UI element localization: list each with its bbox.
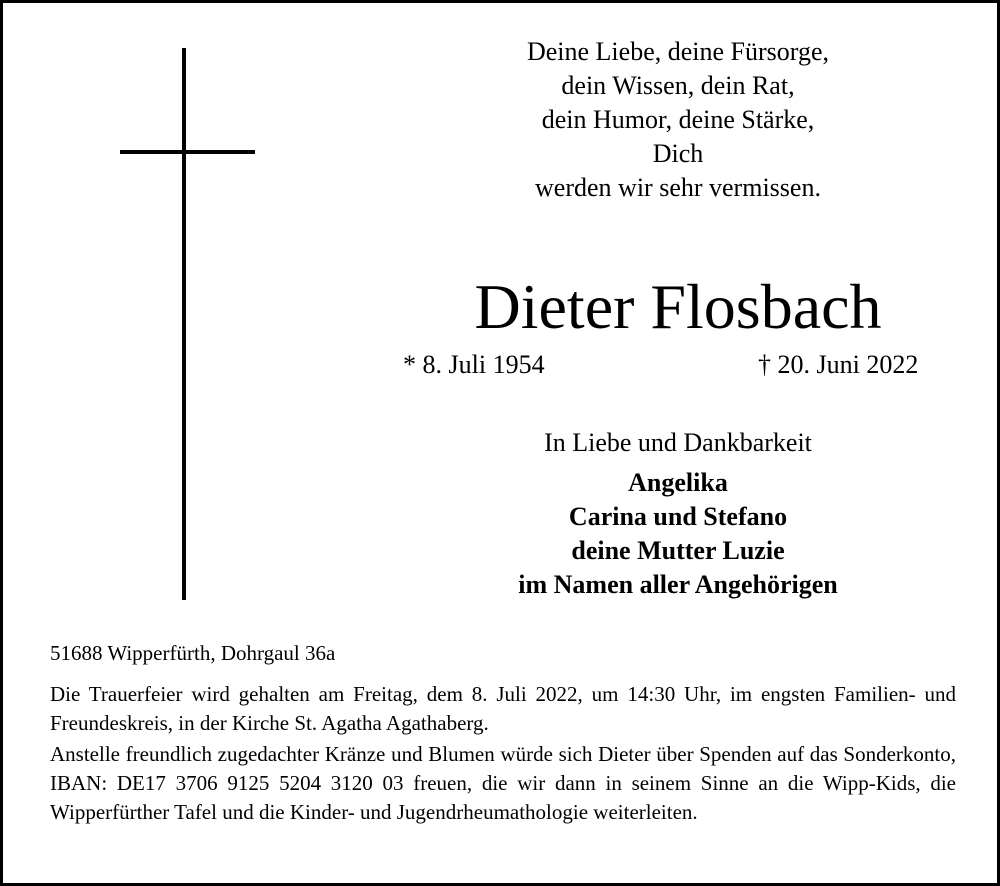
mourners-intro: In Liebe und Dankbarkeit	[544, 428, 812, 457]
mourner-name: Carina und Stefano	[568, 502, 788, 531]
death-date: † 20. Juni 2022	[758, 350, 919, 379]
donation-info-paragraph: Anstelle freundlich zugedachter Kränze und Blumen würde sich Dieter über Spenden auf das Sonderkonto, IBAN: DE17 3706 9125 5204 3120 03 freuen, die wir dann in seinem Sinne an die Wipp-Kids, die Wipperfürther Tafel und die Kinder- und Jugendrheumathologie weiterleiten.	[50, 742, 956, 824]
mourner-name: im Namen aller Angehörigen	[518, 570, 838, 599]
poem-line: werden wir sehr vermissen.	[535, 173, 821, 202]
mourner-name: Angelika	[628, 468, 728, 497]
mourner-name: deine Mutter Luzie	[571, 536, 785, 565]
poem-line: dein Humor, deine Stärke,	[541, 105, 815, 134]
poem-line: Dich	[652, 139, 704, 168]
address: 51688 Wipperfürth, Dohrgaul 36a	[50, 641, 336, 665]
cross-vertical-bar	[182, 48, 186, 600]
mourners-list	[443, 466, 913, 602]
funeral-info-paragraph: Die Trauerfeier wird gehalten am Freitag, dem 8. Juli 2022, um 14:30 Uhr, im engsten Familien- und Freundeskreis, in der Kirche St. Agatha Agathaberg.	[50, 682, 956, 735]
birth-date: * 8. Juli 1954	[403, 350, 545, 379]
deceased-name: Dieter Flosbach	[474, 271, 882, 342]
poem-line: Deine Liebe, deine Fürsorge,	[526, 37, 830, 66]
cross-horizontal-bar	[120, 150, 255, 154]
memorial-poem	[473, 35, 883, 205]
poem-line: dein Wissen, dein Rat,	[561, 71, 795, 100]
